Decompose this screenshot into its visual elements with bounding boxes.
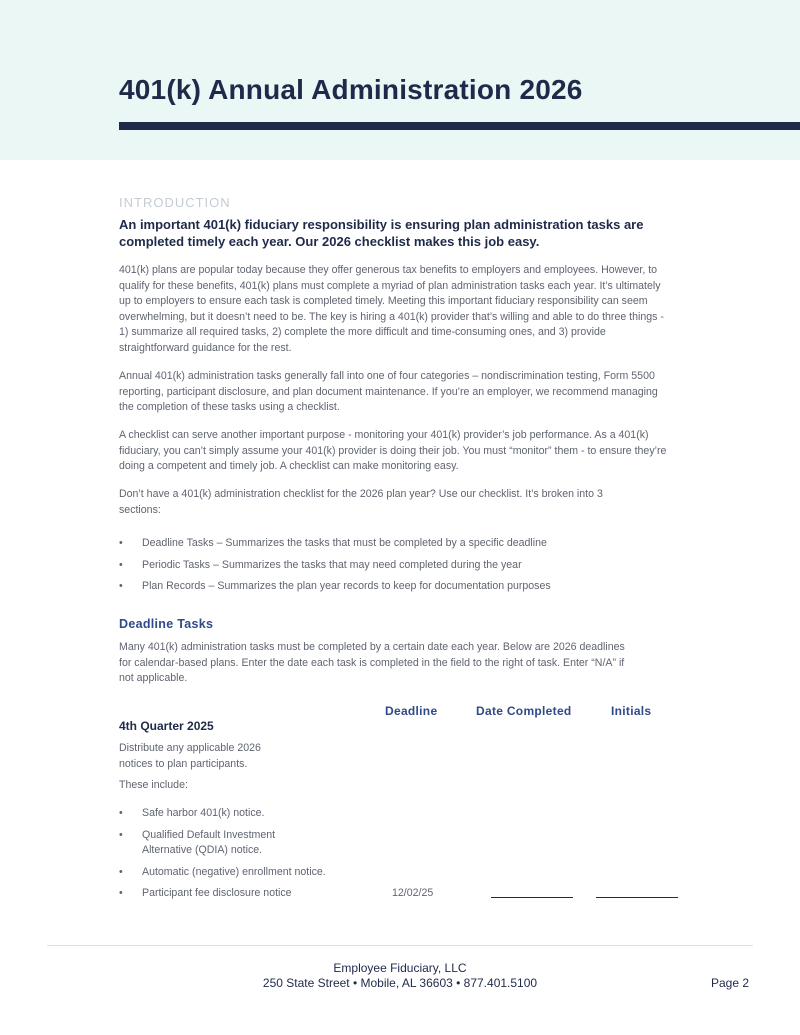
section-kicker: INTRODUCTION — [119, 195, 231, 210]
bullet-icon: • — [119, 580, 123, 592]
bullet-icon: • — [119, 865, 123, 878]
task-description: Distribute any applicable 2026 notices to plan participants. — [119, 742, 261, 770]
bullet-icon: • — [119, 807, 123, 819]
bullet-icon: • — [119, 887, 123, 900]
list-item — [119, 558, 679, 580]
includes-label: These include: — [119, 779, 188, 791]
list-item — [119, 865, 379, 881]
list-item — [119, 828, 322, 859]
intro-paragraph-4: Don’t have a 401(k) administration checklist for the 2026 plan year? Use our checklist. It’s broken into 3 sections: — [119, 488, 603, 516]
column-header-initials: Initials — [611, 704, 652, 718]
bullet-icon: • — [119, 558, 123, 571]
title-rule — [119, 122, 800, 130]
bullet-icon: • — [119, 828, 123, 841]
deadline-tasks-heading: Deadline Tasks — [119, 617, 214, 631]
list-item-text: Periodic Tasks – Summarizes the tasks that may need completed during the year — [142, 558, 522, 571]
footer-divider — [47, 945, 753, 946]
deadline-date: 12/02/25 — [392, 887, 434, 899]
sections-list — [119, 536, 679, 601]
date-completed-field[interactable] — [491, 897, 573, 899]
footer-company: Employee Fiduciary, LLC — [333, 961, 467, 975]
intro-paragraph-2: Annual 401(k) administration tasks generally fall into one of four categories – nondiscrimination testing, Form 5500 reporting, participant disclosure, and plan document maintenance. If you’re an employer, we recommend managing the completion of these tasks using a checklist. — [119, 370, 658, 414]
page-number: Page 2 — [711, 976, 750, 990]
list-item-text: Deadline Tasks – Summarizes the tasks that must be completed by a specific deadline — [142, 537, 547, 549]
intro-paragraph-3: A checklist can serve another important purpose - monitoring your 401(k) provider’s job performance. As a 401(k) fiduciary, you can’t simply assume your 401(k) provider is doing their job. You must “monitor” them - to ensure they’re doing a competent and timely job. A checklist can make monitoring easy. — [119, 429, 667, 473]
footer-address: 250 State Street • Mobile, AL 36603 • 877.401.5100 — [262, 976, 538, 990]
list-item — [119, 806, 379, 822]
deadline-tasks-description: Many 401(k) administration tasks must be completed by a certain date each year. Below are 2026 deadlines for calendar-based plans. Enter the date each task is completed in the field to the right of task. Enter “N/A” if not applicable. — [119, 641, 625, 685]
list-item-text: Plan Records – Summarizes the plan year records to keep for documentation purposes — [142, 580, 551, 592]
lead-paragraph: An important 401(k) fiduciary responsibility is ensuring plan administration tasks are completed timely each year. Our 2026 checklist makes this job easy. — [119, 217, 644, 249]
notice-list — [119, 806, 379, 908]
bullet-icon: • — [119, 537, 123, 549]
list-item — [119, 886, 379, 902]
list-item — [119, 579, 679, 601]
column-header-date-completed: Date Completed — [476, 704, 572, 718]
list-item-text: Participant fee disclosure notice — [142, 887, 292, 900]
page-title: 401(k) Annual Administration 2026 — [119, 74, 583, 105]
list-item-text: Automatic (negative) enrollment notice. — [142, 865, 326, 878]
quarter-heading: 4th Quarter 2025 — [119, 719, 214, 733]
intro-paragraph-1: 401(k) plans are popular today because they offer generous tax benefits to employers and employees. However, to qualify for these benefits, 401(k) plans must complete a myriad of plan administration tasks each year. It’s ultimately up to employers to ensure each task is completed timely. Meeting this important fiduciary responsibility can seem overwhelming, but it doesn’t need to be. The key is hiring a 401(k) provider that’s willing and able to do three things - 1) summarize all required tasks, 2) complete the more difficult and time-consuming ones, and 3) provide straightforward guidance for the rest. — [119, 264, 664, 354]
list-item-text: Safe harbor 401(k) notice. — [142, 807, 265, 819]
column-header-deadline: Deadline — [385, 704, 438, 718]
list-item-text: Qualified Default Investment Alternative (QDIA) notice. — [142, 828, 276, 857]
initials-field[interactable] — [596, 897, 678, 899]
list-item — [119, 536, 679, 558]
